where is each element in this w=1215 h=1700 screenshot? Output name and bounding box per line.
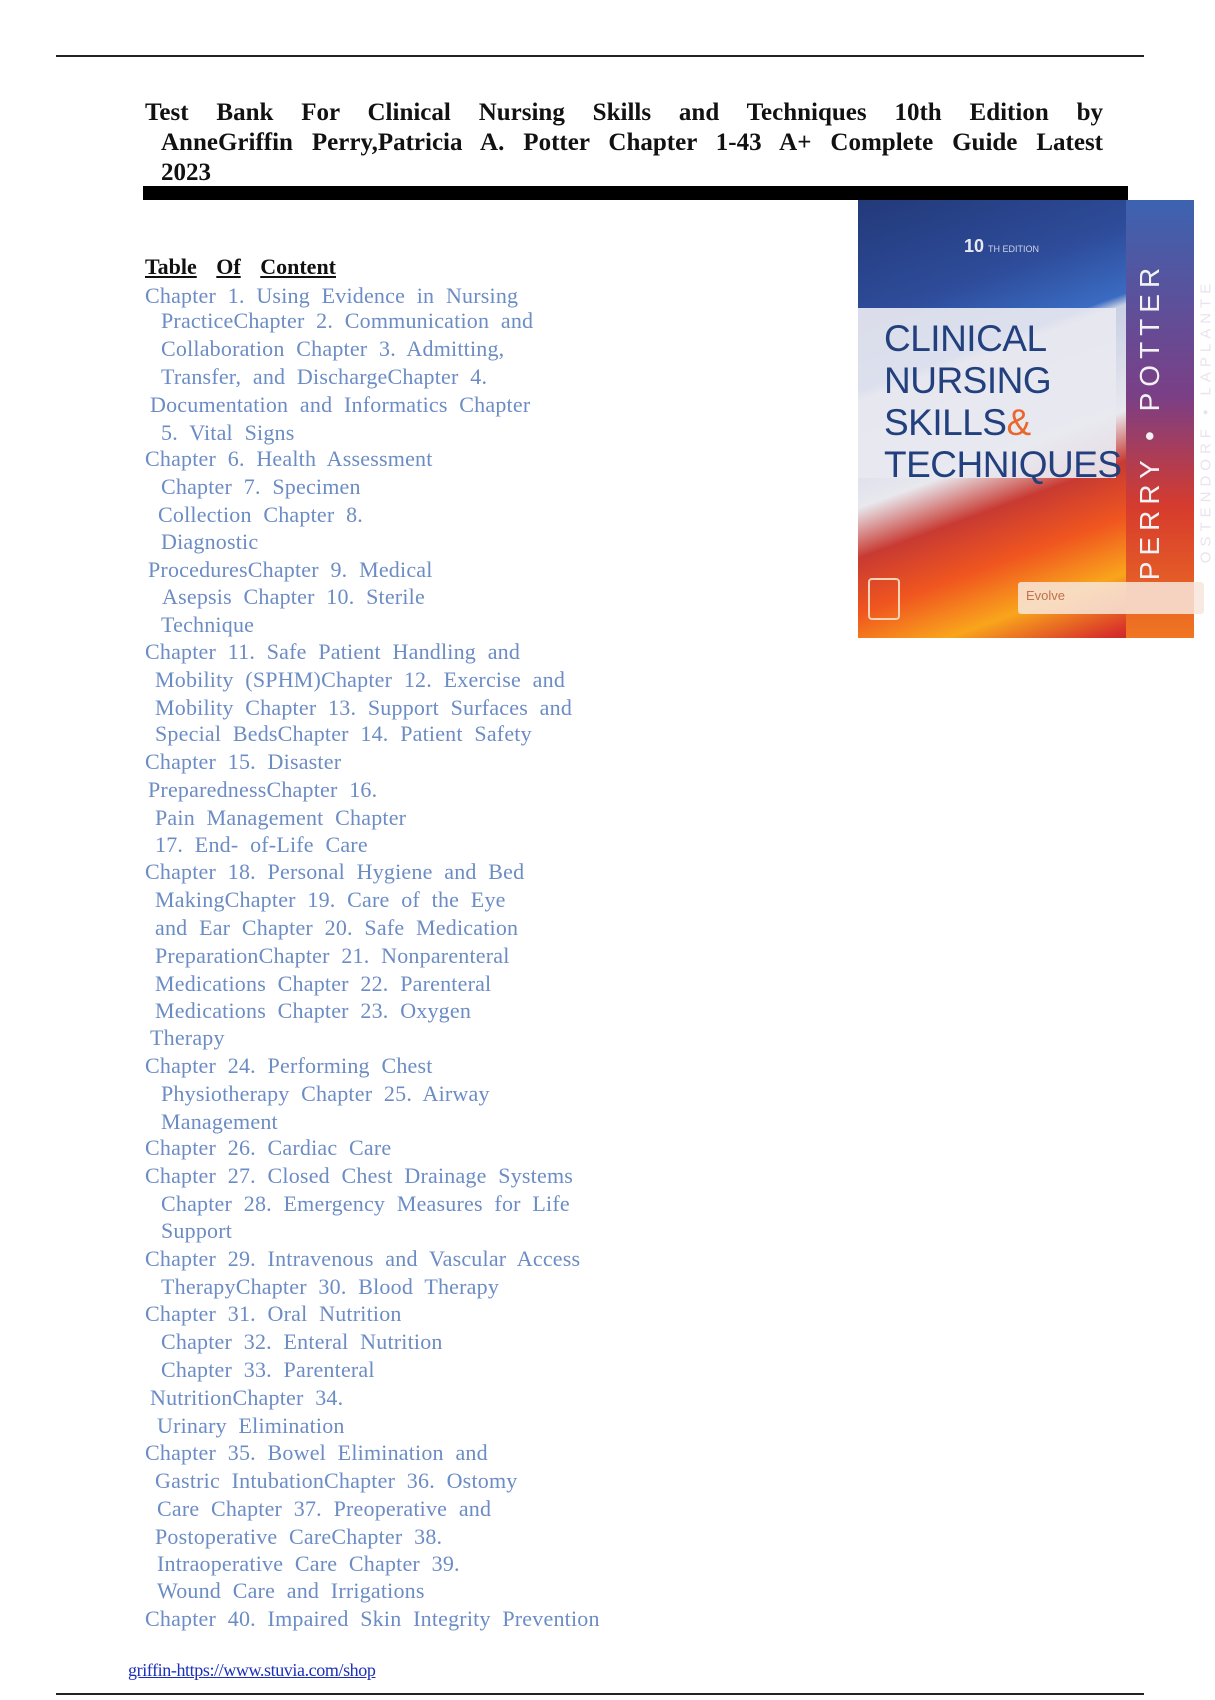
toc-line: Technique <box>161 612 255 637</box>
toc-line: Chapter 7. Specimen <box>161 474 361 499</box>
toc-line: Support <box>161 1218 233 1243</box>
toc-line: Collaboration Chapter 3. Admitting, <box>161 336 505 361</box>
title-line-3: 2023 <box>161 159 211 186</box>
cover-title: CLINICAL NURSING SKILLS& TECHNIQUES <box>884 318 1122 485</box>
toc-heading <box>145 254 336 280</box>
toc-line: Chapter 6. Health Assessment <box>145 446 433 471</box>
footer-link[interactable]: griffin-https://www.stuvia.com/shop <box>128 1660 376 1680</box>
toc-line: ProceduresChapter 9. Medical <box>148 557 433 582</box>
toc-line: Collection Chapter 8. <box>158 502 363 527</box>
toc-line: Chapter 15. Disaster <box>145 749 342 774</box>
toc-line: Therapy <box>150 1025 225 1050</box>
toc-line: Chapter 29. Intravenous and Vascular Access <box>145 1246 581 1271</box>
evolve-badge: Evolve <box>1018 582 1204 614</box>
toc-line: Chapter 18. Personal Hygiene and Bed <box>145 859 525 884</box>
toc-line: Pain Management Chapter <box>155 805 407 830</box>
toc-line: Medications Chapter 23. Oxygen <box>155 998 472 1023</box>
toc-line: Documentation and Informatics Chapter <box>150 392 531 417</box>
toc-line: Chapter 28. Emergency Measures for Life <box>161 1191 570 1216</box>
toc-line: Diagnostic <box>161 529 259 554</box>
cover-authors: PERRY • POTTER <box>1134 261 1165 581</box>
toc-line: Chapter 31. Oral Nutrition <box>145 1301 402 1326</box>
toc-line: TherapyChapter 30. Blood Therapy <box>161 1274 500 1299</box>
toc-line: Intraoperative Care Chapter 39. <box>157 1551 460 1576</box>
toc-line: Postoperative CareChapter 38. <box>155 1524 443 1549</box>
toc-line: Chapter 27. Closed Chest Drainage Systems <box>145 1163 574 1188</box>
toc-line: Wound Care and Irrigations <box>157 1578 425 1603</box>
toc-line: NutritionChapter 34. <box>150 1385 344 1410</box>
toc-line: Chapter 33. Parenteral <box>161 1357 375 1382</box>
toc-line: Gastric IntubationChapter 36. Ostomy <box>155 1468 518 1493</box>
toc-line: and Ear Chapter 20. Safe Medication <box>155 915 519 940</box>
document-title <box>145 98 1103 188</box>
toc-heading-word: Table <box>145 254 197 279</box>
toc-line: Chapter 32. Enteral Nutrition <box>161 1329 443 1354</box>
publisher-logo-icon <box>868 578 900 620</box>
cover-edition: 10 TH EDITION <box>964 236 1040 256</box>
bottom-rule <box>56 1693 1144 1695</box>
toc-heading-word: Of <box>216 254 241 279</box>
toc-line: Chapter 11. Safe Patient Handling and <box>145 639 521 664</box>
toc-line: Medications Chapter 22. Parenteral <box>155 971 492 996</box>
title-line-1: Test Bank For Clinical Nursing Skills and Techniques 10th Edition by <box>145 99 1103 126</box>
toc-line: Chapter 26. Cardiac Care <box>145 1135 392 1160</box>
cover-coauthors: OSTENDORF • LAPLANTE <box>1197 278 1215 564</box>
toc-line: Special BedsChapter 14. Patient Safety <box>155 721 532 746</box>
top-rule <box>56 55 1144 57</box>
toc-line: MakingChapter 19. Care of the Eye <box>155 887 506 912</box>
toc-line: Mobility (SPHM)Chapter 12. Exercise and <box>155 667 566 692</box>
toc-line: Management <box>161 1109 278 1134</box>
toc-line: Chapter 35. Bowel Elimination and <box>145 1440 488 1465</box>
toc-line: Chapter 24. Performing Chest <box>145 1053 433 1078</box>
toc-heading-word: Content <box>260 254 337 279</box>
toc-line: Chapter 40. Impaired Skin Integrity Prevention <box>145 1606 600 1631</box>
toc-line: Care Chapter 37. Preoperative and <box>157 1496 492 1521</box>
toc-line: 17. End- of-Life Care <box>155 832 368 857</box>
toc-line: PreparationChapter 21. Nonparenteral <box>155 943 510 968</box>
toc-line: Physiotherapy Chapter 25. Airway <box>161 1081 490 1106</box>
title-line-2: AnneGriffin Perry,Patricia A. Potter Chapter 1-43 A+ Complete Guide Latest <box>161 129 1103 156</box>
title-divider-bar <box>143 186 1128 200</box>
toc-line: PreparednessChapter 16. <box>148 777 378 802</box>
toc-line: Chapter 1. Using Evidence in Nursing <box>145 283 519 308</box>
toc-line: Urinary Elimination <box>157 1413 345 1438</box>
toc-line: Transfer, and DischargeChapter 4. <box>161 364 488 389</box>
book-cover-image <box>858 200 1215 638</box>
toc-line: 5. Vital Signs <box>161 420 295 445</box>
toc-line: Asepsis Chapter 10. Sterile <box>162 584 425 609</box>
toc-line: Mobility Chapter 13. Support Surfaces and <box>155 695 573 720</box>
toc-line: PracticeChapter 2. Communication and <box>161 308 534 333</box>
